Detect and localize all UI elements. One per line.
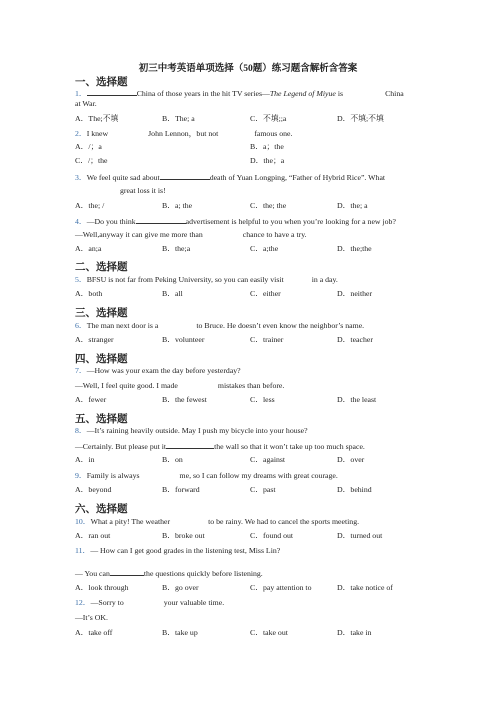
option-a: A．look through bbox=[75, 583, 129, 592]
option-a: A．both bbox=[75, 289, 103, 298]
option-b: B．a；the bbox=[250, 142, 284, 151]
option-c: C．found out bbox=[250, 531, 294, 540]
question-7-stem: 7．—How was your exam the day before yesterday? bbox=[75, 366, 241, 375]
option-c: C．take out bbox=[250, 628, 288, 637]
option-c: C．the; the bbox=[250, 201, 287, 210]
option-c: C．pay attention to bbox=[250, 583, 312, 592]
question-4-stem-line2: —Well,anyway it can give me more than chance to have a try. bbox=[75, 230, 307, 239]
option-c: C．trainer bbox=[250, 335, 284, 344]
question-3-stem: 3．We feel quite sad about death of Yuan Longping, “Father of Hybrid Rice”. What bbox=[75, 173, 386, 182]
question-7-stem-line2: —Well, I feel quite good. I made mistakes than before. bbox=[75, 381, 285, 390]
section-heading: 四、选择题 bbox=[75, 354, 128, 365]
option-b: B．all bbox=[162, 289, 183, 298]
option-d: D．the;the bbox=[337, 244, 372, 253]
section-heading: 一、选择题 bbox=[75, 77, 128, 88]
section-heading: 六、选择题 bbox=[75, 504, 128, 515]
option-d: D．take notice of bbox=[337, 583, 393, 592]
option-a: A．ran out bbox=[75, 531, 111, 540]
option-b: B．The; a bbox=[162, 114, 195, 123]
section-heading: 三、选择题 bbox=[75, 308, 128, 319]
option-d: D．turned out bbox=[337, 531, 383, 540]
option-d: D．behind bbox=[337, 485, 372, 494]
option-d: D．the；a bbox=[250, 156, 285, 165]
question-8-stem-line2: —Certainly. But please put it the wall so that it won’t take up too much space. bbox=[75, 442, 365, 451]
question-9-stem: 9．Family is always me, so I can follow my dreams with great courage. bbox=[75, 471, 338, 480]
question-5-stem: 5．BFSU is not far from Peking University, so you can easily visit in a day. bbox=[75, 275, 338, 284]
option-b: B．volunteer bbox=[162, 335, 205, 344]
option-d: D．the; a bbox=[337, 201, 368, 210]
option-a: A．beyond bbox=[75, 485, 112, 494]
option-a: A．the; / bbox=[75, 201, 105, 210]
option-b: B．go over bbox=[162, 583, 199, 592]
option-b: B．forward bbox=[162, 485, 200, 494]
option-a: A．stranger bbox=[75, 335, 114, 344]
question-1-stem-line2: at War. bbox=[75, 99, 97, 108]
question-8-stem: 8．—It’s raining heavily outside. May I push my bicycle into your house? bbox=[75, 426, 308, 435]
option-b: B．the;a bbox=[162, 244, 191, 253]
question-6-stem: 6．The man next door is a to Bruce. He doesn’t even know the neighbor’s name. bbox=[75, 321, 365, 330]
option-a: A．/；a bbox=[75, 142, 102, 151]
question-10-stem: 10．What a pity! The weather to be rainy. We had to cancel the sports meeting. bbox=[75, 517, 360, 526]
option-d: D．take in bbox=[337, 628, 372, 637]
option-d: D．teacher bbox=[337, 335, 373, 344]
question-12-stem-line2: —It’s OK. bbox=[75, 613, 108, 622]
option-c: C．against bbox=[250, 455, 286, 464]
question-12-stem: 12．—Sorry to your valuable time. bbox=[75, 598, 225, 607]
option-d: D．不填;不填 bbox=[337, 114, 384, 123]
option-c: C．a;the bbox=[250, 244, 279, 253]
section-heading: 二、选择题 bbox=[75, 262, 128, 273]
option-b: B．on bbox=[162, 455, 183, 464]
question-11-stem: 11．— How can I get good grades in the listening test, Miss Lin? bbox=[75, 546, 281, 555]
option-c: C．past bbox=[250, 485, 276, 494]
option-a: A．take off bbox=[75, 628, 113, 637]
option-b: B．the fewest bbox=[162, 395, 207, 404]
option-b: B．take up bbox=[162, 628, 198, 637]
option-b: B．a; the bbox=[162, 201, 193, 210]
option-c: C．either bbox=[250, 289, 281, 298]
section-heading: 五、选择题 bbox=[75, 414, 128, 425]
option-c: C．/；the bbox=[75, 156, 108, 165]
question-number: 1． bbox=[75, 89, 87, 98]
question-4-stem: 4．—Do you think advertisement is helpful to you when you’re looking for a new job? bbox=[75, 217, 396, 226]
option-d: D．the least bbox=[337, 395, 377, 404]
question-2-stem: 2．I knew John Lennon，but not famous one. bbox=[75, 129, 293, 138]
question-3-stem-line2: great loss it is! bbox=[120, 186, 166, 195]
question-11-stem-line2: — You can the questions quickly before listening. bbox=[75, 569, 263, 578]
option-c: C．less bbox=[250, 395, 275, 404]
option-b: B．broke out bbox=[162, 531, 205, 540]
page-title: 初三中考英语单项选择（50题）练习题含解析含答案 bbox=[138, 64, 358, 74]
option-d: D．neither bbox=[337, 289, 373, 298]
option-d: D．over bbox=[337, 455, 365, 464]
option-c: C．不填;;a bbox=[250, 114, 287, 123]
option-a: A．in bbox=[75, 455, 95, 464]
question-1-stem: 1． China of those years in the hit TV series—The Legend of Miyue is China bbox=[75, 89, 404, 98]
option-a: A．an;a bbox=[75, 244, 102, 253]
option-a: A．fewer bbox=[75, 395, 107, 404]
option-a: A．The;不填 bbox=[75, 114, 119, 123]
